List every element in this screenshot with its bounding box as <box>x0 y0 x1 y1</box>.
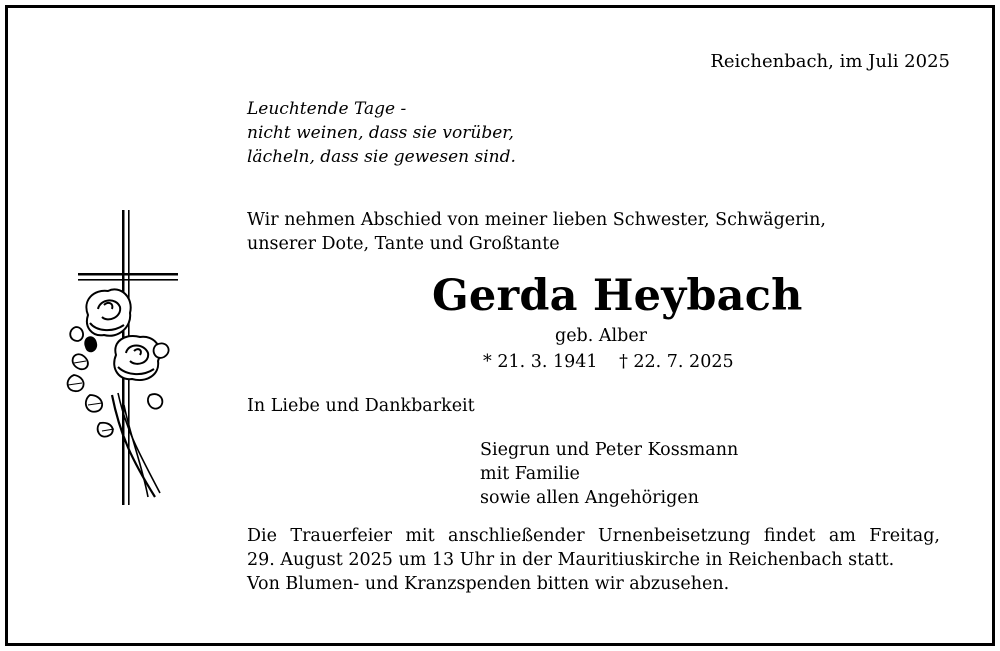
place-date: Reichenbach, im Juli 2025 <box>710 51 950 72</box>
signer-line: mit Familie <box>480 464 580 484</box>
poem <box>247 97 516 169</box>
signer-line: sowie allen Angehörigen <box>480 488 699 508</box>
poem-line: Leuchtende Tage - <box>247 99 407 119</box>
intro-text <box>247 208 826 256</box>
closing-phrase: In Liebe und Dankbarkeit <box>247 396 475 416</box>
life-dates <box>483 350 734 374</box>
death-date: † 22. 7. 2025 <box>619 352 734 372</box>
poem-line: lächeln, dass sie gewesen sind. <box>247 147 516 167</box>
poem-line: nicht weinen, dass sie vorüber, <box>247 123 514 143</box>
funeral-line: Die Trauerfeier mit anschließender Urnenbeisetzung findet am Freitag, <box>247 526 940 546</box>
signers <box>480 438 738 510</box>
intro-line: unserer Dote, Tante und Großtante <box>247 234 560 254</box>
funeral-line: 29. August 2025 um 13 Uhr in der Mauritiuskirche in Reichenbach statt. <box>247 550 895 570</box>
cross-with-roses-icon <box>60 205 190 505</box>
funeral-notice <box>247 524 940 596</box>
intro-line: Wir nehmen Abschied von meiner lieben Schwester, Schwägerin, <box>247 210 826 230</box>
deceased-name: Gerda Heybach <box>432 271 803 321</box>
funeral-line: Von Blumen- und Kranzspenden bitten wir abzusehen. <box>247 574 730 594</box>
birth-name: geb. Alber <box>555 326 648 346</box>
birth-date: * 21. 3. 1941 <box>483 352 598 372</box>
signer-line: Siegrun und Peter Kossmann <box>480 440 739 460</box>
